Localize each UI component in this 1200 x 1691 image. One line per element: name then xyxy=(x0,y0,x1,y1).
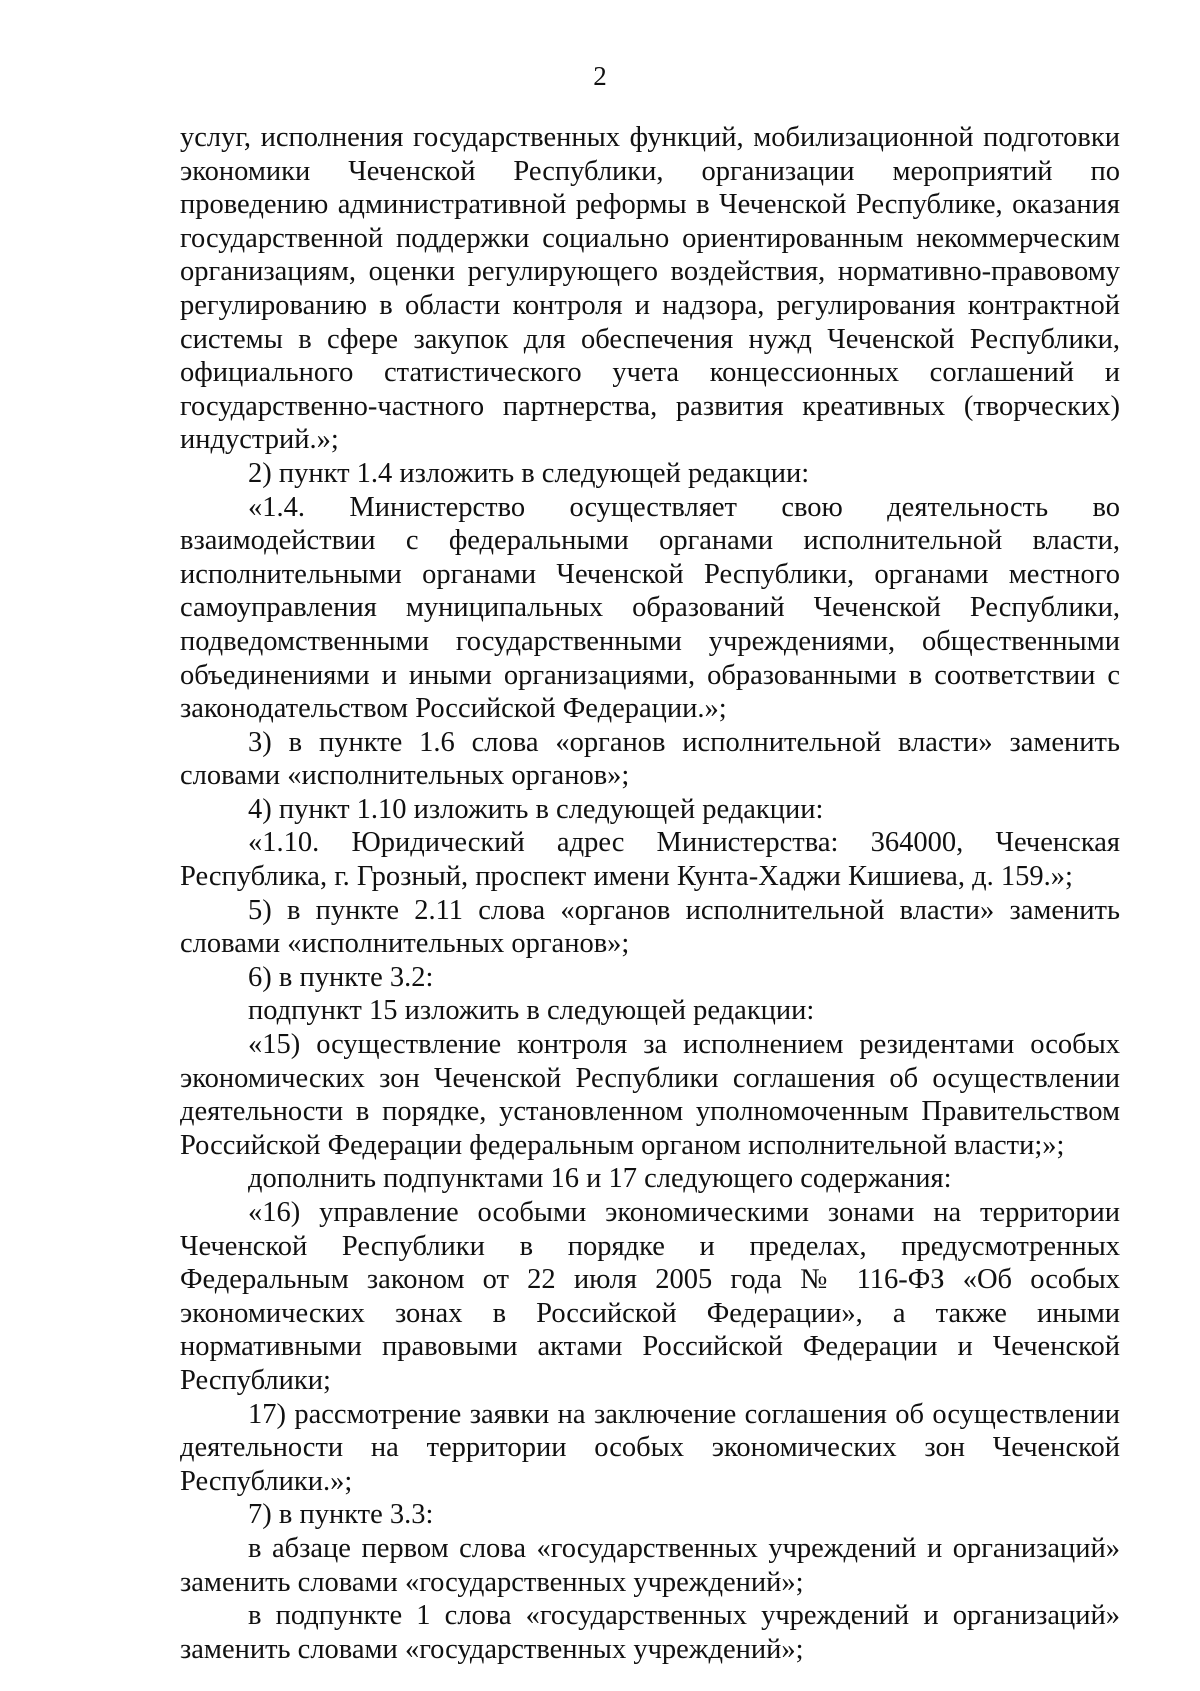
paragraph-12: «16) управление особыми экономическими зонами на территории Чеченской Республики в порядке и пределах, предусмотренных Федеральным законом от 22 июля 2005 года № 116-ФЗ «Об особых экономических зонах в Российской Федерации», а также иными нормативными правовыми актами Российской Федерации и Чеченской Республики; xyxy=(180,1197,1120,1396)
paragraph-16: в подпункте 1 слова «государственных учреждений и организаций» заменить словами «государственных учреждений»; xyxy=(180,1600,1120,1665)
paragraph-6: «1.10. Юридический адрес Министерства: 364000, Чеченская Республика, г. Грозный, проспект имени Кунта-Хаджи Кишиева, д. 159.»; xyxy=(180,827,1120,893)
paragraph-2: 2) пункт 1.4 изложить в следующей редакции: xyxy=(248,457,810,489)
paragraph-3: «1.4. Министерство осуществляет свою деятельность во взаимодействии с федеральными органами исполнительной власти, исполнительными органами Чеченской Республики, органами местного самоуправления муниципальных образований Чеченской Республики, подведомственными государственными учреждениями, общественными объединениями и иными организациями, образованными в соответствии с законодательством Российской Федерации.»; xyxy=(180,491,1120,725)
paragraph-14: 7) в пункте 3.3: xyxy=(248,1499,434,1531)
paragraph-13: 17) рассмотрение заявки на заключение соглашения об осуществлении деятельности на территории особых экономических зон Чеченской Республики.»; xyxy=(180,1398,1120,1497)
document-body xyxy=(180,121,1120,1666)
paragraph-7: 5) в пункте 2.11 слова «органов исполнительной власти» заменить словами «исполнительных органов»; xyxy=(180,894,1120,960)
paragraph-15: в абзаце первом слова «государственных учреждений и организаций» заменить словами «государственных учреждений»; xyxy=(180,1532,1120,1598)
paragraph-4: 3) в пункте 1.6 слова «органов исполнительной власти» заменить словами «исполнительных органов»; xyxy=(180,726,1120,792)
paragraph-8: 6) в пункте 3.2: xyxy=(248,961,434,993)
paragraph-5: 4) пункт 1.10 изложить в следующей редакции: xyxy=(248,793,824,825)
page-number: 2 xyxy=(593,61,607,91)
paragraph-10: «15) осуществление контроля за исполнением резидентами особых экономических зон Чеченской Республики соглашения об осуществлении деятельности в порядке, установленном уполномоченным Правительством Российской Федерации федеральным органом исполнительной власти;»; xyxy=(180,1029,1120,1161)
paragraph-1: услуг, исполнения государственных функций, мобилизационной подготовки экономики Чеченской Республики, организации мероприятий по проведению административной реформы в Чеченской Республике, оказания государственной поддержки социально ориентированным некоммерческим организациям, оценки регулирующего воздействия, нормативно-правовому регулированию в области контроля и надзора, регулирования контрактной системы в сфере закупок для обеспечения нужд Чеченской Республики, официального статистического учета концессионных соглашений и государственно-частного партнерства, развития креативных (творческих) индустрий.»; xyxy=(180,122,1120,456)
paragraph-9: подпункт 15 изложить в следующей редакции: xyxy=(248,995,815,1027)
paragraph-11: дополнить подпунктами 16 и 17 следующего содержания: xyxy=(248,1163,952,1195)
